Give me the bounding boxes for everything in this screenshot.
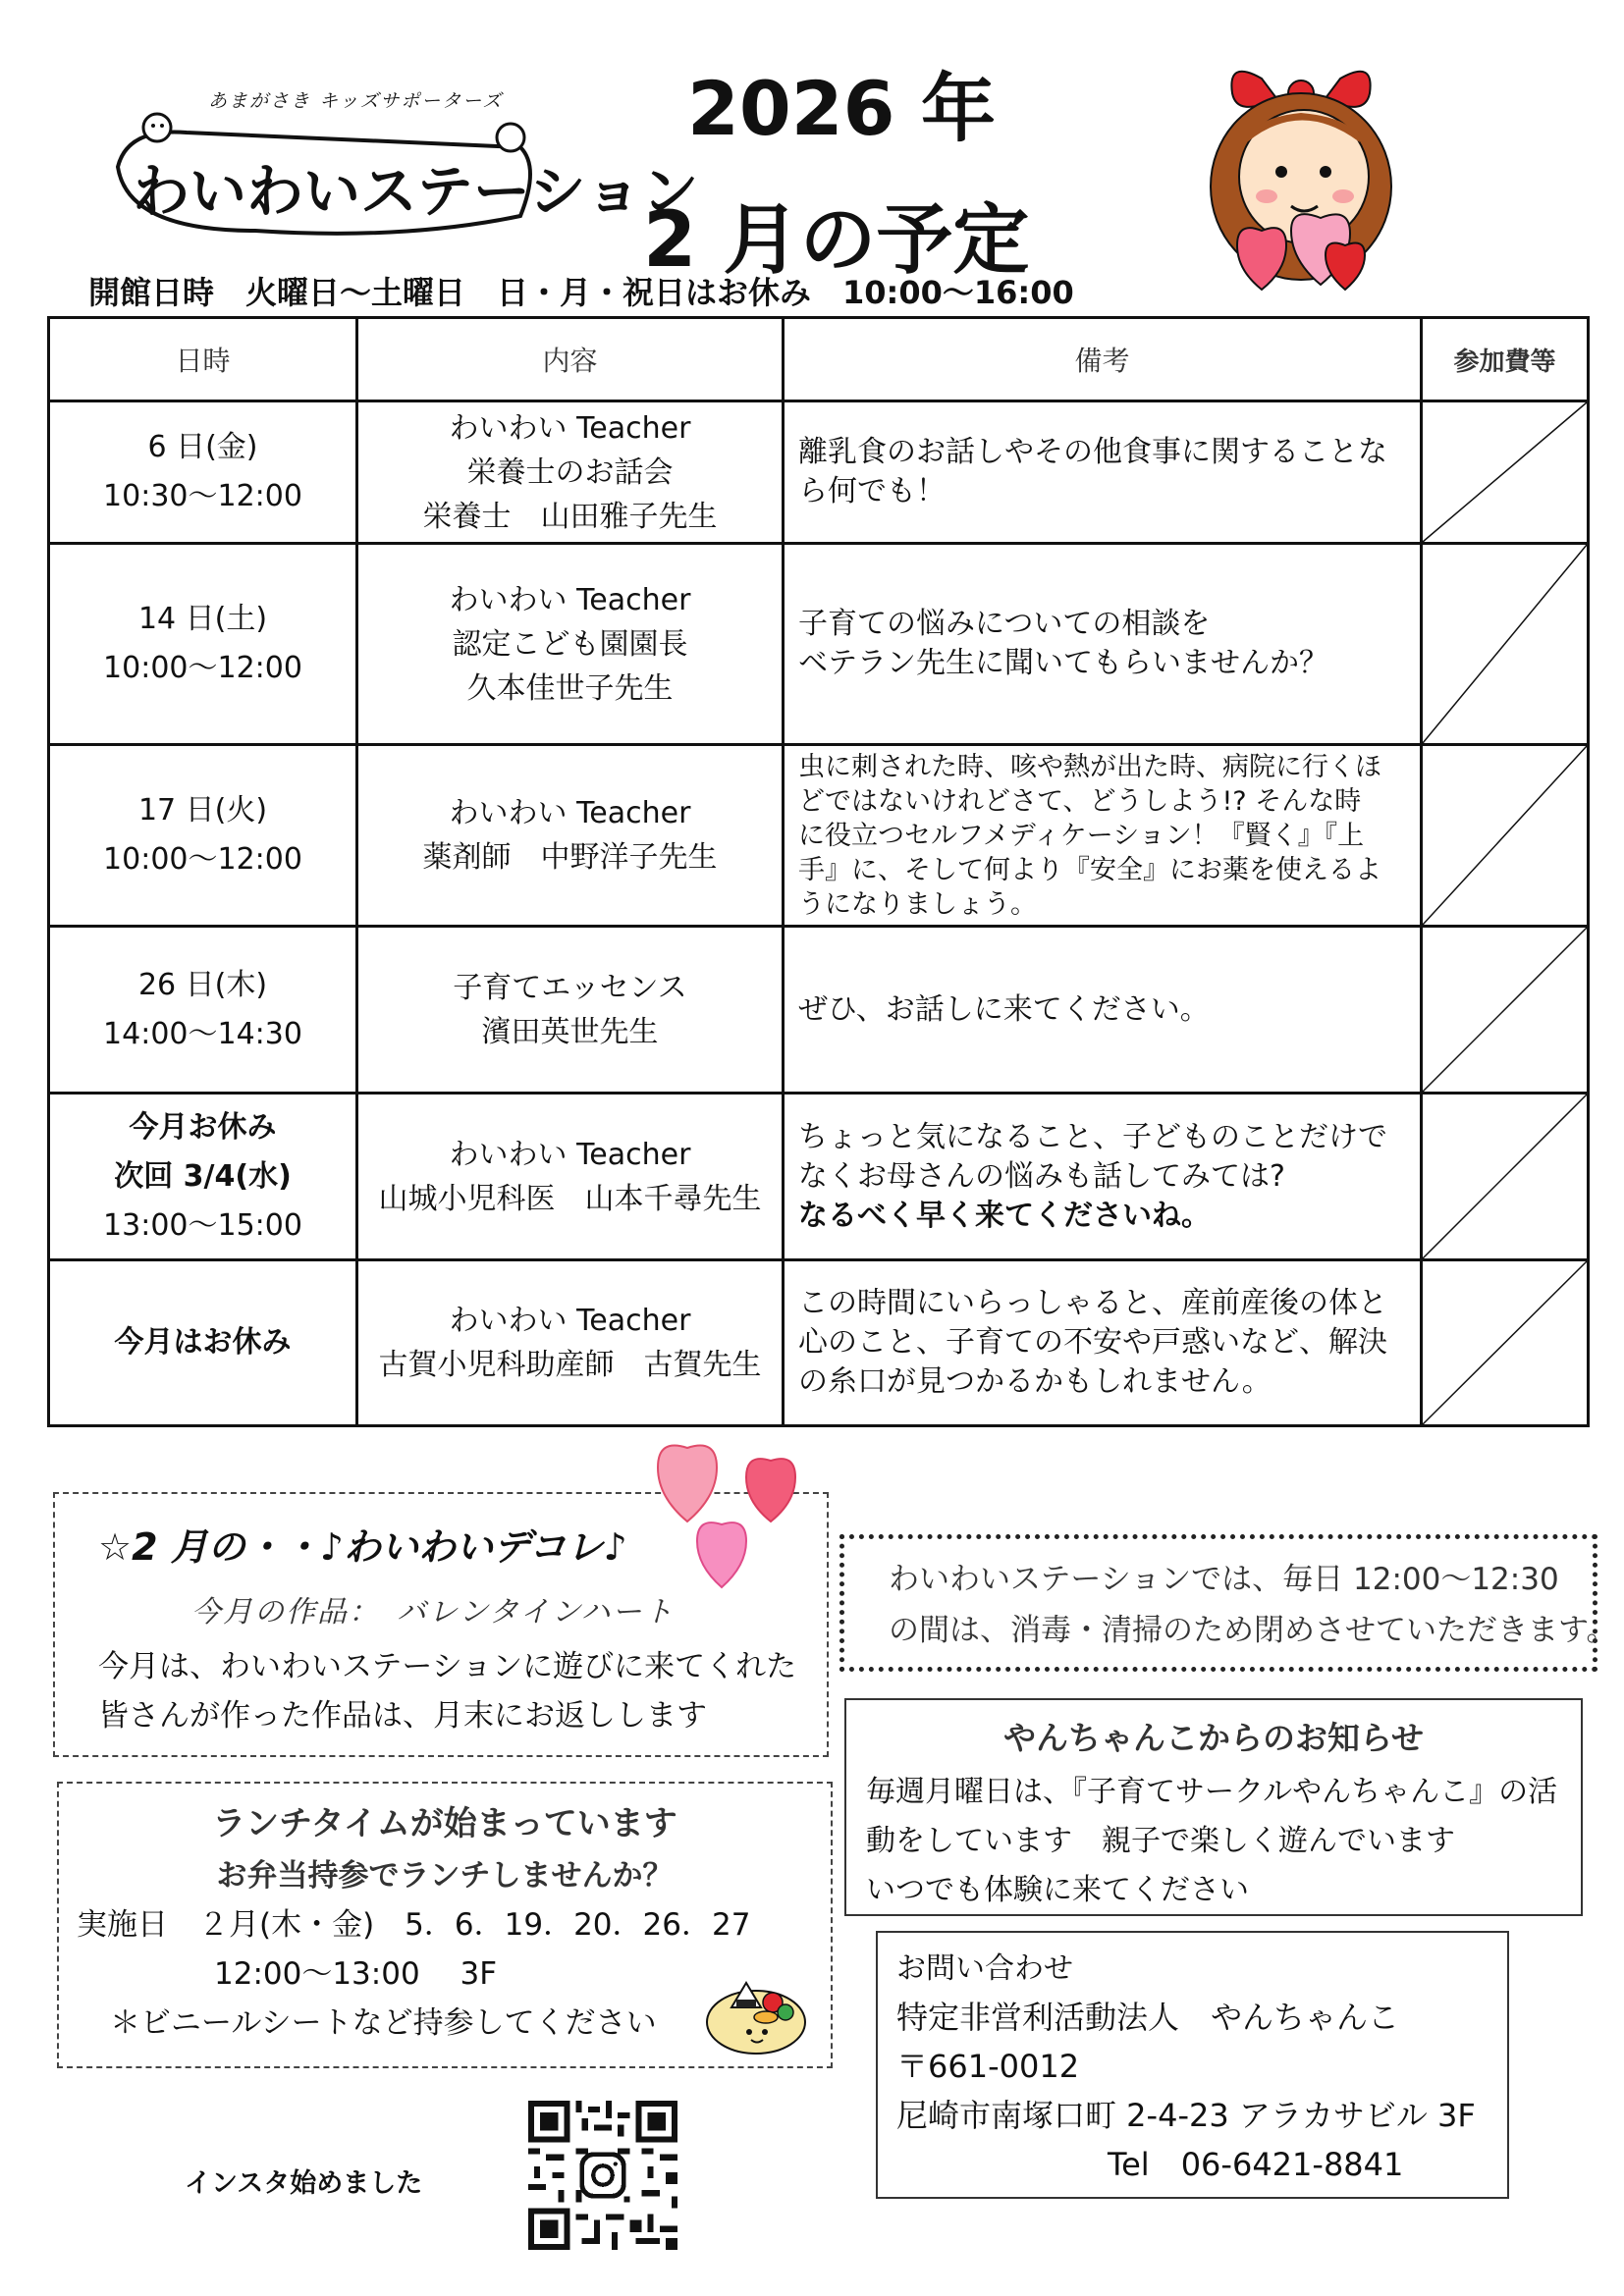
cell-note: 虫に刺された時、咳や熱が出た時、病院に行くほ どではないけれどさて、どうしよう!? そんな時 に役立つセルフメディケーション！『賢く』『上 手』に、そして何より『安全』にお薬を使えるよ うになりましょう。 [784,745,1422,927]
cell-fee [1422,544,1589,745]
cell-content: わいわい Teacher 山城小児科医 山本千尋先生 [357,1094,784,1260]
cell-date: 6 日(金) 10:30～12:00 [49,401,357,544]
cell-note: この時間にいらっしゃると、産前産後の体と 心のこと、子育ての不安や戸惑いなど、解決 の糸口が見つかるかもしれません。 [784,1260,1422,1426]
cell-fee [1422,745,1589,927]
deco-text: 皆さんが作った作品は、月末にお返しします [98,1698,707,1734]
cell-content: わいわい Teacher 栄養士のお話会 栄養士 山田雅子先生 [357,401,784,544]
table-row [49,745,1589,927]
lunch-dates: 実施日 ２月(木・金) 5．6．19．20．26．27 [77,1907,751,1943]
cell-date: 14 日(土) 10:00～12:00 [49,544,357,745]
news-title: やんちゃんこからのお知らせ [1002,1719,1424,1757]
cell-note: 子育ての悩みについての相談を ベテラン先生に聞いてもらいませんか？ [784,544,1422,745]
table-row [49,544,1589,745]
logo-tagline: あまがさき キッズサポーターズ [208,90,504,112]
lunch-note: ＊ビニールシートなど持参してください [110,2005,657,2041]
cell-fee [1422,1094,1589,1260]
cell-content: わいわい Teacher 古賀小児科助産師 古賀先生 [357,1260,784,1426]
contact-org: 特定非営利活動法人 やんちゃんこ [896,1999,1400,2036]
bento-icon [702,1968,810,2056]
table-header-row [49,318,1589,401]
deco-title: ☆2 月の・・♪わいわいデコレ♪ [98,1525,627,1569]
cell-date: 17 日(火) 10:00～12:00 [49,745,357,927]
table-row [49,401,1589,544]
girl-with-hearts-illustration [1208,59,1404,309]
cell-fee [1422,1260,1589,1426]
qr-code-icon[interactable] [528,2101,677,2250]
cell-date: 26 日(木) 14:00～14:30 [49,927,357,1094]
contact-zip: 〒661-0012 [896,2048,1080,2085]
news-text: 動をしています 親子で楽しく遊んでいます [866,1824,1455,1858]
cell-content: 子育てエッセンス 濱田英世先生 [357,927,784,1094]
contact-address: 尼崎市南塚口町 2-4-23 アラカサビル 3F [896,2097,1476,2134]
hearts-icon [643,1428,830,1595]
cell-note: ちょっと気になること、子どものことだけで なくお母さんの悩みも話してみては? なるべく早く来てくださいね。 [784,1094,1422,1260]
closing-notice-text: の間は、消毒・清掃のため閉めさせていただきます。 [889,1613,1617,1648]
deco-text: 今月は、わいわいステーションに遊びに来てくれた [98,1649,797,1684]
cell-content: わいわい Teacher 認定こども園園長 久本佳世子先生 [357,544,784,745]
header-content: 内容 [357,318,784,401]
deco-subtitle: 今月の作品： バレンタインハート [191,1595,676,1629]
cell-fee [1422,927,1589,1094]
title-year: 2026 年 [687,65,996,152]
logo-text: わいわいステーション [133,158,699,225]
opening-hours: 開館日時 火曜日～土曜日 日・月・祝日はお休み 10:00～16:00 [88,274,1074,311]
news-text: 毎週月曜日は、『子育てサークルやんちゃんこ』の活 [866,1775,1558,1809]
cell-note: 離乳食のお話しやその他食事に関することな ら何でも！ [784,401,1422,544]
schedule-table [47,316,1590,1427]
closing-notice-text: わいわいステーションでは、毎日 12:00～12:30 [889,1562,1559,1597]
table-row [49,1094,1589,1260]
cell-note: ぜひ、お話しに来てください。 [784,927,1422,1094]
insta-label: インスタ始めました [185,2168,423,2199]
header-fee: 参加費等 [1422,318,1589,401]
title-month: 2 月の予定 [643,196,1030,285]
cell-content: わいわい Teacher 薬剤師 中野洋子先生 [357,745,784,927]
cell-date: 今月お休み 次回 3/4(水) 13:00～15:00 [49,1094,357,1260]
header-date: 日時 [49,318,357,401]
station-logo [108,108,699,245]
contact-tel: Tel 06-6421-8841 [1108,2146,1404,2183]
news-text: いつでも体験に来てください [866,1873,1249,1907]
cell-fee [1422,401,1589,544]
contact-label: お問い合わせ [896,1951,1073,1986]
lunch-time: 12:00～13:00 3F [214,1956,498,1992]
lunch-title: ランチタイムが始まっています [212,1804,677,1843]
table-row [49,927,1589,1094]
lunch-subtitle: お弁当持参でランチしませんか？ [216,1858,674,1894]
cell-date: 今月はお休み [49,1260,357,1426]
header-note: 備考 [784,318,1422,401]
table-row [49,1260,1589,1426]
